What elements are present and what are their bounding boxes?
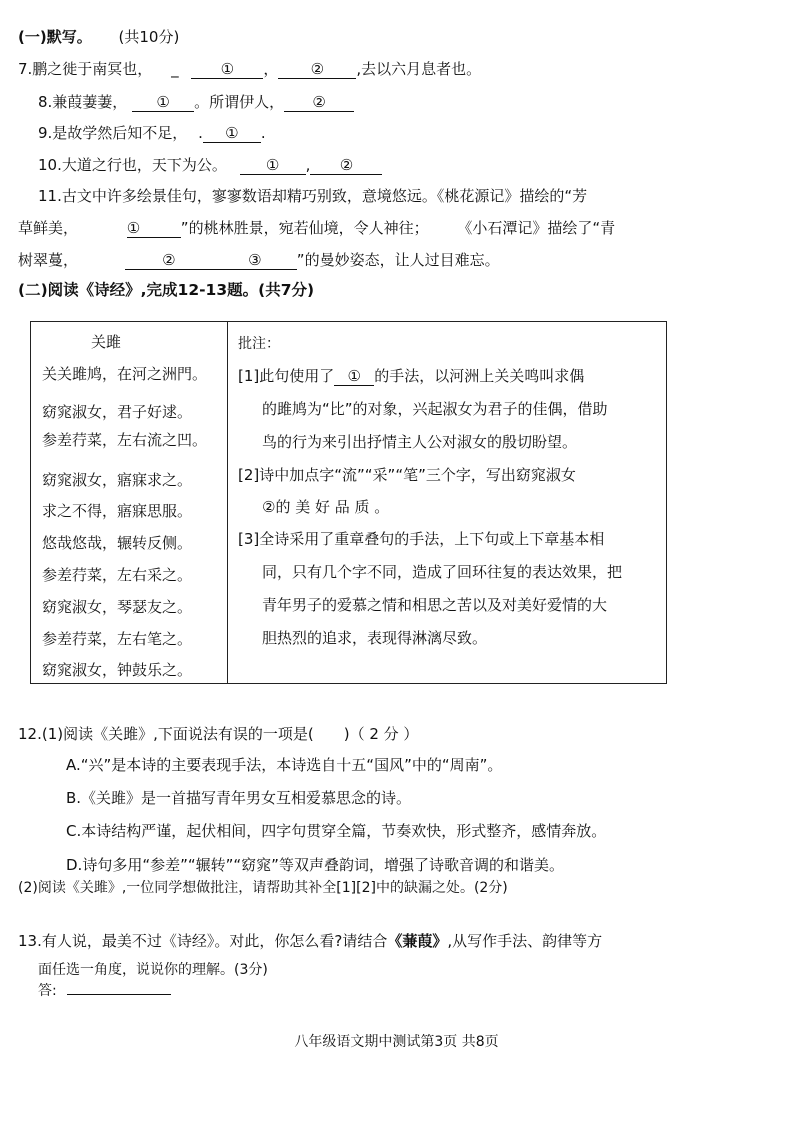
poem-cell xyxy=(31,322,227,683)
poem-title: 关雎 xyxy=(91,333,122,351)
q11-line3-a: 树翠蔓， xyxy=(18,251,79,269)
q9-blank-1-mark: ① xyxy=(225,124,239,142)
q7-blank-2[interactable] xyxy=(278,60,356,79)
note-1-b: 的手法，以河洲上关关鸣叫求偶 xyxy=(374,367,585,385)
q12-option-d: D.诗句多用“参差”“辗转”“窈窕”等双声叠韵词，增强了诗歌音调的和谐美。 xyxy=(66,856,564,874)
notes-cell xyxy=(228,322,666,683)
poem-line: 窈窕淑女，琴瑟友之。 xyxy=(42,598,193,616)
q10-blank-1-mark: ① xyxy=(265,156,280,174)
q9-blank-1[interactable] xyxy=(203,124,261,143)
poem-line: 悠哉悠哉，辗转反侧。 xyxy=(42,534,193,552)
q13-answer-line[interactable] xyxy=(67,994,171,995)
note-2-line-1: [2]诗中加点字“流”“采”“笔”三个字，写出窈窕淑女 xyxy=(238,466,576,484)
q13-line1-bold: 《蒹葭》 xyxy=(387,932,448,950)
q8-blank-2-mark: ② xyxy=(312,93,326,111)
question-11-line-2 xyxy=(18,218,615,238)
page-footer: 八年级语文期中测试第3页 共8页 xyxy=(294,1034,499,1050)
question-9 xyxy=(38,123,266,143)
q11-line3-c: ”的曼妙姿态，让人过目难忘。 xyxy=(296,251,500,269)
q9-dot: . xyxy=(198,124,203,142)
section1-title: (一)默写。 xyxy=(18,28,92,46)
question-11-line-1: 11.古文中许多绘景佳句，寥寥数语却精巧别致，意境悠远。《桃花源记》描绘的“芳 xyxy=(38,187,588,205)
poem-line: 窈窕淑女，君子好逑。 xyxy=(42,403,193,421)
q7-sep: ， xyxy=(263,60,279,78)
q7-dash: _ xyxy=(171,60,179,78)
q11-blank-3[interactable] xyxy=(213,251,297,270)
q7-tail: ,去以六月息者也。 xyxy=(356,60,482,78)
q8-blank-1-mark: ① xyxy=(156,93,170,111)
poem-notes-table xyxy=(30,321,667,684)
q11-blank-2[interactable] xyxy=(125,251,213,270)
q9-text: 9.是故学然后知不足， xyxy=(38,124,188,142)
q7-blank-1[interactable] xyxy=(191,60,263,79)
poem-line: 窈窕淑女，寤寐求之。 xyxy=(42,471,193,489)
note-1-line-1 xyxy=(238,366,584,386)
note-1-a: [1]此句使用了 xyxy=(238,367,335,385)
q9-tail: . xyxy=(260,124,266,142)
question-10 xyxy=(38,155,382,175)
q10-sep: , xyxy=(305,156,311,174)
q10-text: 10.大道之行也，天下为公。 xyxy=(38,156,227,174)
note-3-line-1: [3]全诗采用了重章叠句的手法，上下句或上下章基本相 xyxy=(238,530,605,548)
question-8 xyxy=(38,92,354,112)
note-2-line-2 xyxy=(262,497,389,517)
q12-option-c: C.本诗结构严谨，起伏相间，四字句贯穿全篇，节奏欢快，形式整齐，感情奔放。 xyxy=(66,822,607,840)
poem-line: 参差荇菜，左右采之。 xyxy=(42,566,193,584)
poem-line: 关关雎鸠，在河之洲門。 xyxy=(42,365,208,383)
q12-sub2: (2)阅读《关雎》,一位同学想做批注，请帮助其补全[1][2]中的缺漏之处。(2分) xyxy=(18,880,508,896)
q10-blank-2[interactable] xyxy=(310,156,382,175)
note-1-line-3: 鸟的行为来引出抒情主人公对淑女的殷切盼望。 xyxy=(262,433,578,451)
q12-stem-tail: )（ 2 分 ） xyxy=(343,725,419,743)
poem-line: 参差荇菜，左右笔之。 xyxy=(42,630,193,648)
note-2-text: 的 美 好 品 质 。 xyxy=(275,498,390,516)
poem-line: 窈窕淑女，钟鼓乐之。 xyxy=(42,661,193,679)
q13-answer-label: 答: xyxy=(38,983,57,999)
q13-line1-b: ,从写作手法、韵律等方 xyxy=(447,932,603,950)
q10-blank-2-mark: ② xyxy=(339,156,354,174)
note-2-blank-mark[interactable]: ② xyxy=(262,498,276,516)
note-3-line-2: 同，只有几个字不同，造成了回环往复的表达效果，把 xyxy=(262,563,623,581)
q10-blank-1[interactable] xyxy=(240,156,306,175)
notes-title: 批注： xyxy=(238,336,280,352)
note-3-line-3: 青年男子的爱慕之情和相思之苦以及对美好爱情的大 xyxy=(262,596,608,614)
q8-blank-1[interactable] xyxy=(132,93,194,112)
q7-blank-1-mark: ① xyxy=(220,60,235,78)
poem-line: 求之不得，寤寐思服。 xyxy=(42,502,193,520)
q12-option-b: B.《关雎》是一首描写青年男女互相爱慕思念的诗。 xyxy=(66,789,412,807)
q11-blank-1[interactable] xyxy=(127,219,181,238)
question-12-stem xyxy=(18,724,418,744)
note-3-line-4: 胆热烈的追求，表现得淋漓尽致。 xyxy=(262,629,488,647)
q11-blank-3-mark: ③ xyxy=(248,251,262,269)
q11-line2-c: ”的桃林胜景，宛若仙境，令人神往； xyxy=(180,219,429,237)
question-7 xyxy=(18,59,481,79)
note-1-blank-mark: ① xyxy=(347,367,361,385)
q7-blank-2-mark: ② xyxy=(310,60,325,78)
q11-blank-1-mark: ① xyxy=(126,219,141,237)
note-1-line-2: 的雎鸠为“比”的对象，兴起淑女为君子的佳偶，借助 xyxy=(262,400,608,418)
question-13-answer xyxy=(38,981,171,1001)
note-1-blank[interactable] xyxy=(334,367,374,386)
question-13-line-1 xyxy=(18,931,602,951)
q11-blank-2-mark: ② xyxy=(162,251,176,269)
poem-line: 参差荇菜，左右流之凹。 xyxy=(42,431,208,449)
q8-mid: 。所谓伊人， xyxy=(194,93,285,111)
q12-option-a: A.“兴”是本诗的主要表现手法，本诗选自十五“国风”中的“周南”。 xyxy=(66,756,503,774)
question-13-line-2: 面任选一角度，说说你的理解。(3分) xyxy=(38,962,268,978)
q11-line2-a: 草鲜美， xyxy=(18,219,79,237)
q12-stem: 12.(1)阅读《关雎》,下面说法有误的一项是( xyxy=(18,725,314,743)
section1-header xyxy=(18,27,179,47)
section2-title: (二)阅读《诗经》,完成12-13题。(共7分) xyxy=(18,281,315,299)
q8-blank-2[interactable] xyxy=(284,93,354,112)
section1-score: (共10分) xyxy=(118,28,180,46)
q11-line2-d: 《小石潭记》描绘了“青 xyxy=(457,219,616,237)
q8-text: 8.兼葭萋萋， xyxy=(38,93,128,111)
q7-text: 7.鹏之徙于南冥也， xyxy=(18,60,153,78)
question-11-line-3 xyxy=(18,250,500,270)
q13-line1-a: 13.有人说，最美不过《诗经》。对此，你怎么看?请结合 xyxy=(18,932,388,950)
